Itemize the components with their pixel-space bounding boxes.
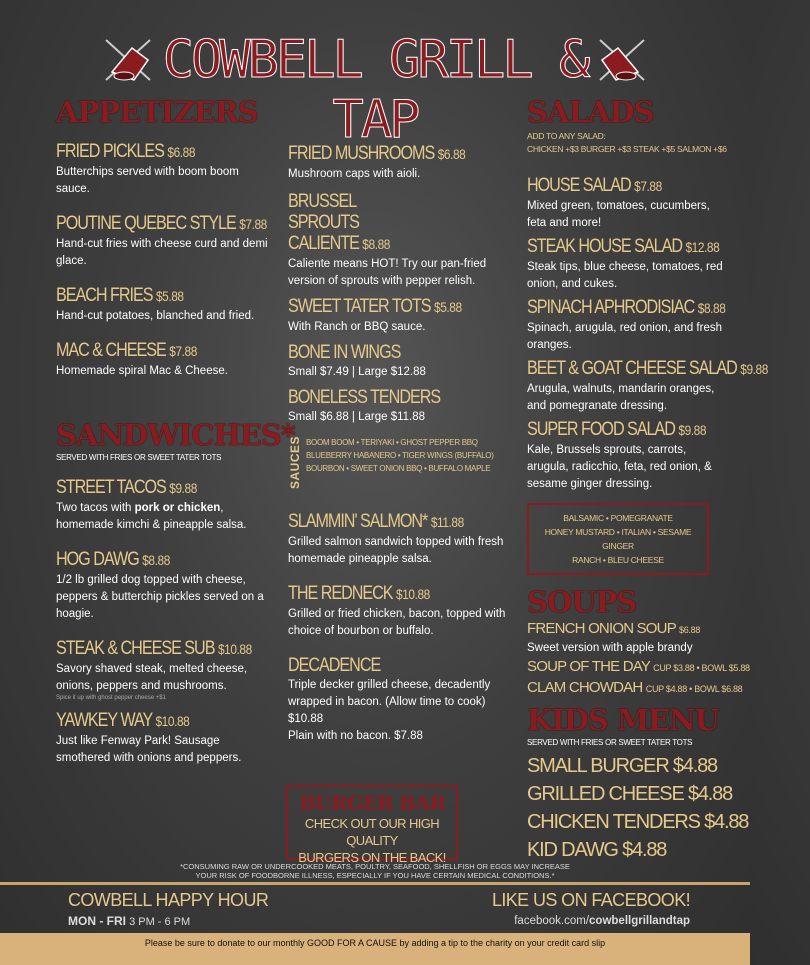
salads-heading: SALADS [527, 95, 654, 129]
charity-banner: Please be sure to donate to our monthly GOOD FOR A CAUSE by adding a tip to the charity on your credit card slip [0, 933, 750, 965]
menu-item: THE REDNECK $10.88 Grilled or fried chicken, bacon, topped with choice of bourbon or buffalo. [288, 583, 506, 638]
sauces-label: SAUCES [288, 436, 302, 490]
burger-bar-box: BURGER BAR CHECK OUT OUR HIGH QUALITY BURGERS ON THE BACK! [286, 785, 458, 860]
divider [0, 882, 750, 885]
soups-heading: SOUPS [527, 585, 637, 619]
item-note: Spice it up with ghost pepper cheese +$1 [56, 695, 166, 701]
menu-item: KID DAWG $4.88 [527, 839, 667, 861]
happy-hour: COWBELL HAPPY HOUR MON - FRI 3 PM - 6 PM [68, 890, 269, 928]
kids-heading: KIDS MENU [527, 703, 719, 737]
page-title: COWBELL GRILL & TAP [162, 30, 588, 150]
menu-item: FRIED MUSHROOMS $6.88 Mushroom caps with aioli. [288, 143, 466, 180]
disclaimer: *CONSUMING RAW OR UNDERCOOKED MEATS, POULTRY, SEAFOOD, SHELLFISH OR EGGS MAY INCREASE YOUR RISK OF FOODBORNE ILLNESS, ESPECIALLY IF YOU HAVE CERTAIN MEDICAL CONDITIONS.* [180, 862, 570, 880]
sauces-list [288, 436, 513, 489]
menu-item: BONELESS TENDERS Small $6.88 | Large $11.88 [288, 387, 441, 423]
menu-item: GRILLED CHEESE $4.88 [527, 783, 732, 805]
appetizers-heading: APPETIZERS [56, 95, 258, 129]
dressings-box: BALSAMIC • POMEGRANATE HONEY MUSTARD • ITALIAN • SESAME GINGER RANCH • BLEU CHEESE [527, 503, 709, 575]
menu-item: SLAMMIN' SALMON* $11.88 Grilled salmon sandwich topped with fresh homemade pineapple salsa. [288, 511, 504, 566]
menu-item: CHICKEN TENDERS $4.88 [527, 811, 749, 833]
sandwiches-subheading: SERVED WITH FRIES OR SWEET TATER TOTS [56, 453, 222, 462]
burger-bar-title: BURGER BAR [299, 791, 445, 815]
sauce-row: BOURBON • SWEET ONION BBQ • BUFFALO MAPLE [306, 464, 491, 473]
sauce-row: BLUEBERRY HABANERO • TIGER WINGS (BUFFALO) [306, 451, 494, 460]
menu-item: SWEET TATER TOTS $5.88 With Ranch or BBQ sauce. [288, 296, 462, 333]
menu-item: CLAM CHOWDAH CUP $4.88 • BOWL $6.88 [527, 679, 743, 696]
cowbell-icon [98, 34, 158, 84]
menu-item: SOUP OF THE DAY CUP $3.88 • BOWL $5.88 [527, 658, 750, 675]
menu-item: FRENCH ONION SOUP $6.88 [527, 620, 701, 637]
menu-item: DECADENCE Triple decker grilled cheese, decadently wrapped in bacon. (Allow time to cook) $10.88 Plain with no bacon. $7.88 [288, 655, 491, 743]
menu-item: STEAK & CHEESE SUB $10.88 Savory shaved steak, melted cheese, onions, peppers and mushrooms. Spice it up with ghost pepper cheese +$1 [56, 638, 271, 702]
column-right: SALADS ADD TO ANY SALAD: CHICKEN +$3 BURGER +$3 STEAK +$5 SALMON +$6 HOUSE SALAD $7.88 Mixed green, tomatoes, cucumbers, feta and more! STEAK HOUSE SALAD $12.88 Steak tips, blue cheese, tomatoes, red onion, and cukes. SPINACH APHRODISIAC $8.88 Spinach, arugula, red onion, and fresh oranges. BEET & GOAT CHEESE SALAD $9.88 Arugula, walnuts, mandarin oranges, and pomegranate dressing. SUPER FOOD SALAD $9.88 Kale, Brussels sprouts, carrots, arugula, radicchio, feta, red onion, & sesame ginger dressing. BALSAMIC • POMEGRANATE HONEY MUSTARD • ITALIAN • SESAME GINGER RANCH • BLEU CHEESE SOUPS FRENCH ONION SOUP $6.88 Sweet version with apple brandy SOUP OF THE DAY CUP $3.88 • BOWL $5.88 CLAM CHOWDAH CUP $4.88 • BOWL $6.88 KIDS MENU SERVED WITH FRIES OR SWEET TATER TOTS SMALL BURGER $4.88 GRILLED CHEESE $4.88 CHICKEN TENDERS $4.88 KID DAWG $4.88 [527, 95, 727, 864]
cowbell-icon [592, 34, 652, 84]
menu-item: BONE IN WINGS Small $7.49 | Large $12.88 [288, 342, 426, 378]
menu-item: FRIED PICKLES $6.88 Butterchips served with boom boom sauce. [56, 141, 239, 195]
menu-item: BRUSSEL SPROUTS CALIENTE $8.88 Caliente means HOT! Try our pan-fried version of sprouts with pepper relish. [288, 191, 487, 287]
menu-item: MAC & CHEESE $7.88 Homemade spiral Mac & Cheese. [56, 340, 228, 377]
menu-item: BEET & GOAT CHEESE SALAD $9.88 Arugula, walnuts, mandarin oranges, and pomegranate dressing. [527, 358, 768, 412]
sauce-row: BOOM BOOM • TERIYAKI • GHOST PEPPER BBQ [306, 438, 478, 447]
menu-item: STREET TACOS $9.88 Two tacos with pork or chicken, homemade kimchi & pineapple salsa. [56, 477, 247, 531]
menu-item: POUTINE QUEBEC STYLE $7.88 Hand-cut fries with cheese curd and demi glace. [56, 213, 268, 267]
sandwiches-heading: SANDWICHES* [56, 418, 295, 452]
menu-item: BEACH FRIES $5.88 Hand-cut potatoes, blanched and fried. [56, 285, 255, 322]
menu-item: YAWKEY WAY $10.88 Just like Fenway Park! Sausage smothered with onions and peppers. [56, 710, 242, 764]
menu-item: HOUSE SALAD $7.88 Mixed green, tomatoes, cucumbers, feta and more! [527, 175, 710, 229]
facebook-promo: LIKE US ON FACEBOOK! facebook.com/cowbellgrillandtap [491, 890, 690, 927]
menu-item: SUPER FOOD SALAD $9.88 Kale, Brussels sprouts, carrots, arugula, radicchio, feta, red onion, & sesame ginger dressing. [527, 419, 712, 490]
column-middle [288, 95, 513, 745]
menu-item: HOG DAWG $8.88 1/2 lb grilled dog topped with cheese, peppers & butterchip pickles served on a hoagie. [56, 549, 264, 620]
menu-item: SMALL BURGER $4.88 [527, 755, 717, 777]
menu-item: STEAK HOUSE SALAD $12.88 Steak tips, blue cheese, tomatoes, red onion, and cukes. [527, 236, 723, 290]
facebook-link[interactable]: facebook.com/cowbellgrillandtap [514, 915, 690, 927]
menu-item: SPINACH APHRODISIAC $8.88 Spinach, arugula, red onion, and fresh oranges. [527, 297, 726, 351]
